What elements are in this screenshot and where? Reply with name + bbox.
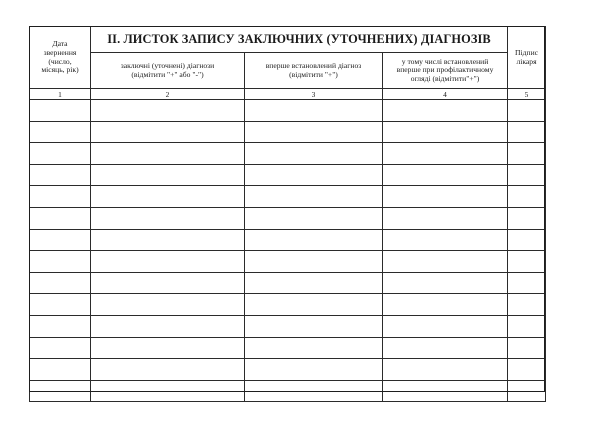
entry-signature-cell[interactable] [508,272,546,294]
entry-signature-cell[interactable] [508,315,546,337]
column-header-date [30,27,91,89]
column-header-preventive-exam-line-3: огляді (відмітити"+") [410,73,480,83]
entry-first-established-cell[interactable] [245,207,383,229]
header-row-title [30,27,546,53]
entry-final-diagnosis-cell[interactable] [91,294,245,316]
entry-first-established-cell[interactable] [245,315,383,337]
entry-final-diagnosis-cell[interactable] [91,359,245,381]
entry-preventive-exam-cell[interactable] [383,359,508,381]
entry-preventive-exam-cell[interactable] [383,315,508,337]
diagnosis-register-table [29,26,546,402]
entry-date-cell[interactable] [30,229,91,251]
entry-preventive-exam-cell[interactable] [383,143,508,165]
entry-first-established-cell[interactable] [245,100,383,122]
entry-preventive-exam-cell[interactable] [383,337,508,359]
column-number-3: 3 [245,89,383,100]
entry-signature-cell[interactable] [508,186,546,208]
entry-signature-cell[interactable] [508,121,546,143]
header-row-subcolumns [30,53,546,89]
entry-first-established-cell[interactable] [245,186,383,208]
entry-preventive-exam-cell[interactable] [383,294,508,316]
entry-first-established-cell[interactable] [245,294,383,316]
column-header-final-diagnoses [91,53,245,89]
table-row [30,164,546,186]
entry-preventive-exam-cell[interactable] [383,186,508,208]
table-row [30,186,546,208]
entry-first-established-cell[interactable] [245,251,383,273]
table-row [30,315,546,337]
entry-preventive-exam-cell[interactable] [383,121,508,143]
table-row [30,229,546,251]
table-row [30,294,546,316]
entry-final-diagnosis-cell[interactable] [91,100,245,122]
entry-first-established-cell[interactable] [245,359,383,381]
entry-signature-cell[interactable] [508,337,546,359]
entry-signature-cell[interactable] [508,100,546,122]
entry-date-cell[interactable] [30,315,91,337]
entry-final-diagnosis-cell[interactable] [91,143,245,165]
entry-signature-cell[interactable] [508,164,546,186]
column-header-date-line-3: (число, [48,56,72,66]
entry-final-diagnosis-cell[interactable] [91,186,245,208]
entry-final-diagnosis-cell[interactable] [91,315,245,337]
column-header-preventive-exam-line-2: вперше при профілактичному [396,65,494,75]
column-number-1: 1 [30,89,91,100]
entry-date-cell[interactable] [30,337,91,359]
entry-final-diagnosis-cell[interactable] [91,380,245,402]
table-row [30,359,546,381]
table-row [30,380,546,402]
column-header-preventive-exam-line-1: у тому числі встановлений [401,56,489,66]
column-header-date-line-1: Дата [52,39,68,49]
table-row [30,207,546,229]
entry-first-established-cell[interactable] [245,272,383,294]
entry-preventive-exam-cell[interactable] [383,229,508,251]
entry-date-cell[interactable] [30,272,91,294]
entry-final-diagnosis-cell[interactable] [91,207,245,229]
entry-final-diagnosis-cell[interactable] [91,164,245,186]
entry-signature-cell[interactable] [508,143,546,165]
column-number-5: 5 [508,89,546,100]
table-row [30,337,546,359]
entry-date-cell[interactable] [30,294,91,316]
entry-signature-cell[interactable] [508,380,546,402]
entry-first-established-cell[interactable] [245,164,383,186]
entry-final-diagnosis-cell[interactable] [91,229,245,251]
entry-signature-cell[interactable] [508,251,546,273]
column-number-4: 4 [383,89,508,100]
column-header-date-line-2: звернення [43,47,77,57]
entry-date-cell[interactable] [30,359,91,381]
entry-signature-cell[interactable] [508,359,546,381]
table-row [30,251,546,273]
entry-final-diagnosis-cell[interactable] [91,337,245,359]
column-header-signature [508,27,546,89]
entry-date-cell[interactable] [30,121,91,143]
column-header-signature-line-1: Підпис [515,47,539,57]
entry-date-cell[interactable] [30,251,91,273]
column-header-first-established-line-2: (відмітити "+") [289,69,338,79]
entry-date-cell[interactable] [30,380,91,402]
entry-signature-cell[interactable] [508,229,546,251]
entry-signature-cell[interactable] [508,207,546,229]
column-number-2: 2 [91,89,245,100]
column-header-first-established-line-1: вперше встановлений діагноз [265,60,362,70]
entry-first-established-cell[interactable] [245,121,383,143]
table-row [30,272,546,294]
entry-first-established-cell[interactable] [245,143,383,165]
table-row [30,100,546,122]
entry-first-established-cell[interactable] [245,380,383,402]
column-header-first-established [245,53,383,89]
entry-final-diagnosis-cell[interactable] [91,121,245,143]
entry-preventive-exam-cell[interactable] [383,100,508,122]
entry-first-established-cell[interactable] [245,337,383,359]
column-header-final-diagnoses-line-1: заключні (уточнені) діагнози [120,60,215,70]
entry-preventive-exam-cell[interactable] [383,251,508,273]
table-row [30,143,546,165]
entry-date-cell[interactable] [30,186,91,208]
entry-date-cell[interactable] [30,143,91,165]
column-number-row [30,89,546,100]
entry-first-established-cell[interactable] [245,229,383,251]
entry-final-diagnosis-cell[interactable] [91,251,245,273]
entry-preventive-exam-cell[interactable] [383,272,508,294]
entry-preventive-exam-cell[interactable] [383,380,508,402]
column-header-date-line-4: місяць, рік) [41,65,79,75]
entry-signature-cell[interactable] [508,294,546,316]
column-header-signature-line-2: лікаря [516,56,537,66]
entry-date-cell[interactable] [30,100,91,122]
form-title: ІІ. ЛИСТОК ЗАПИСУ ЗАКЛЮЧНИХ (УТОЧНЕНИХ) ДІАГНОЗІВ [91,27,508,53]
entry-final-diagnosis-cell[interactable] [91,272,245,294]
entry-preventive-exam-cell[interactable] [383,164,508,186]
entry-date-cell[interactable] [30,207,91,229]
column-header-final-diagnoses-line-2: (відмітити "+" або "-") [131,69,204,79]
column-header-preventive-exam [383,53,508,89]
entry-date-cell[interactable] [30,164,91,186]
table-row [30,121,546,143]
entry-preventive-exam-cell[interactable] [383,207,508,229]
